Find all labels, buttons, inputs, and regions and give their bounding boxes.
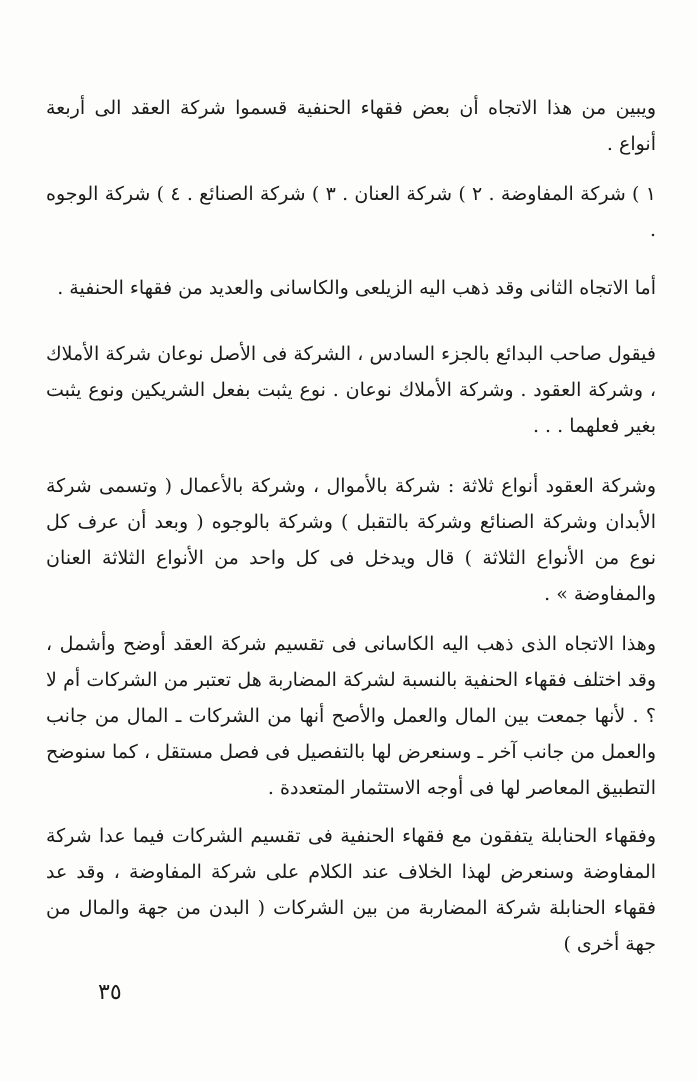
- paragraph-badai-quote: [46, 336, 656, 444]
- paragraph-text: وهذا الاتجاه الذى ذهب اليه الكاسانى فى تقسيم شركة العقد أوضح وأشمل ، وقد اختلف فقهاء الحنفية بالنسبة لشركة المضاربة هل تعتبر من الشركات أم لا ؟ . لأنها جمعت بين المال والعمل والأصح أنها من الشركات ـ المال من جانب والعمل من جانب آخر ـ وسنعرض لها بالتفصيل فى فصل مستقل ، كما سنوضح التطبيق المعاصر لها فى أوجه الاستثمار المتعددة .: [46, 633, 656, 799]
- paragraph-partnership-types-list: [46, 176, 656, 248]
- paragraph-text: وشركة العقود أنواع ثلاثة : شركة بالأموال ، وشركة بالأعمال ( وتسمى شركة الأبدان وشركة الصنائع وشركة بالتقبل ) وشركة بالوجوه ( وبعد أن عرف كل نوع من الأنواع الثلاثة ) قال ويدخل فى كل واحد من الأنواع الثلاثة العنان والمفاوضة » .: [46, 475, 656, 605]
- paragraph-contract-three-types: [46, 468, 656, 612]
- page-number: ٣٥: [98, 980, 122, 1005]
- paragraph-hanbali-jurists: [46, 818, 656, 962]
- paragraph-text: ١ ) شركة المفاوضة . ٢ ) شركة العنان . ٣ ) شركة الصنائع . ٤ ) شركة الوجوه .: [46, 183, 656, 241]
- paragraph-contract-partnership-four-types: [46, 90, 656, 162]
- paragraph-text: فيقول صاحب البدائع بالجزء السادس ، الشركة فى الأصل نوعان شركة الأملاك ، وشركة العقود . وشركة الأملاك نوعان . نوع يثبت بفعل الشريكين ونوع يثبت بغير فعلهما . . .: [46, 343, 656, 437]
- paragraph-text: ويبين من هذا الاتجاه أن بعض فقهاء الحنفية قسموا شركة العقد الى أربعة أنواع .: [46, 97, 656, 155]
- paragraph-second-direction: [46, 270, 656, 306]
- paragraph-text: أما الاتجاه الثانى وقد ذهب اليه الزيلعى والكاسانى والعديد من فقهاء الحنفية .: [57, 277, 656, 299]
- paragraph-kasani-direction: [46, 626, 656, 806]
- paragraph-text: وفقهاء الحنابلة يتفقون مع فقهاء الحنفية فى تقسيم الشركات فيما عدا شركة المفاوضة وسنعرض لهذا الخلاف عند الكلام على شركة المفاوضة ، وقد عد فقهاء الحنابلة شركة المضاربة من بين الشركات ( البدن من جهة والمال من جهة أخرى ): [46, 825, 656, 955]
